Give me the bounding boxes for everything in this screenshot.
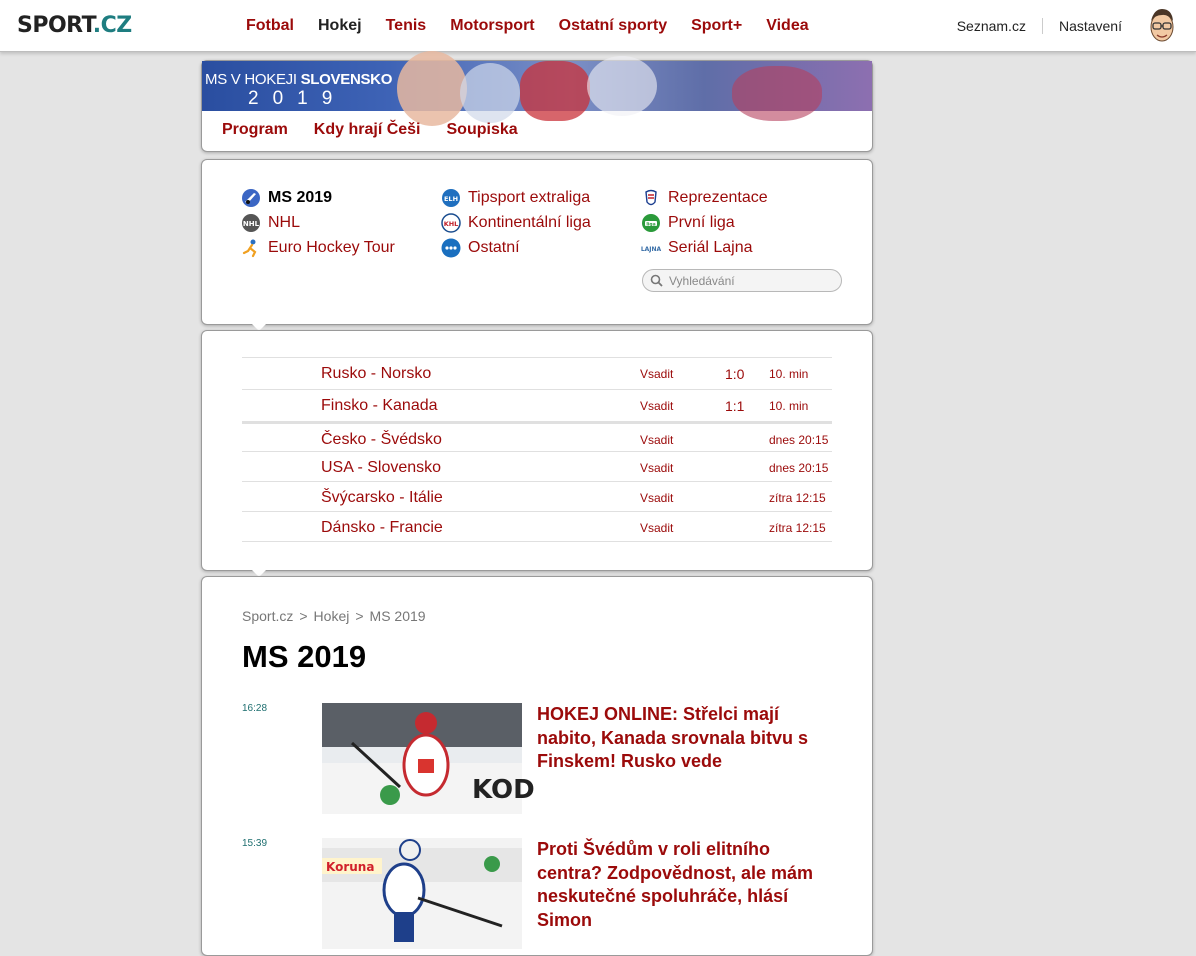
svg-text:KOD: KOD — [472, 775, 535, 805]
svg-text:KHL: KHL — [443, 220, 459, 228]
svg-text:Koruna: Koruna — [326, 860, 375, 874]
svg-text:liga: liga — [646, 222, 656, 228]
lajna-icon — [641, 238, 661, 258]
match-time: 10. min — [769, 399, 809, 413]
nav-fotbal[interactable]: Fotbal — [246, 17, 294, 34]
divider — [1042, 18, 1043, 34]
match-row[interactable] — [242, 481, 832, 511]
bet-link[interactable]: Vsadit — [640, 367, 674, 381]
match-teams[interactable]: USA - Slovensko — [321, 459, 442, 476]
match-row[interactable] — [242, 511, 832, 541]
seznam-link[interactable]: Seznam.cz — [956, 18, 1026, 34]
subnav-program[interactable]: Program — [222, 121, 288, 138]
match-row[interactable] — [242, 451, 832, 481]
banner-title: MS V HOKEJI SLOVENSKO — [205, 71, 393, 88]
nav-motorsport[interactable]: Motorsport — [450, 17, 535, 34]
category-prvni-liga[interactable]: liga První liga — [641, 213, 735, 233]
category-ms2019[interactable]: MS 2019 — [241, 188, 332, 208]
subnav-soupiska[interactable]: Soupiska — [446, 121, 518, 138]
bet-link[interactable]: Vsadit — [640, 433, 674, 447]
match-time: 10. min — [769, 367, 809, 381]
articles-card — [201, 576, 873, 956]
bet-link[interactable]: Vsadit — [640, 461, 674, 475]
main-nav — [246, 0, 833, 52]
bet-link[interactable]: Vsadit — [640, 491, 674, 505]
article-thumbnail[interactable] — [322, 838, 522, 949]
category-tipsport-extraliga[interactable]: ELH Tipsport extraliga — [441, 188, 590, 208]
category-nhl[interactable]: NHL NHL — [242, 214, 301, 231]
article-headline[interactable]: HOKEJ ONLINE: Střelci mají nabito, Kanada srovnala bitvu s Finskem! Rusko vede — [537, 704, 809, 771]
settings-link[interactable]: Nastavení — [1058, 18, 1122, 34]
nav-hokej[interactable]: Hokej — [318, 17, 362, 34]
breadcrumb-current: MS 2019 — [369, 608, 426, 624]
match-score: 1:1 — [725, 398, 745, 414]
breadcrumb-hokej[interactable]: Hokej — [313, 608, 350, 624]
tournament-banner[interactable] — [202, 61, 872, 111]
article-time: 16:28 — [242, 703, 268, 714]
tournament-subnav — [222, 121, 544, 139]
svg-text:ELH: ELH — [443, 195, 459, 203]
reprezentace-icon — [641, 188, 661, 208]
match-teams[interactable]: Dánsko - Francie — [321, 519, 443, 536]
svg-text:NHL: NHL — [242, 220, 260, 228]
category-ostatni[interactable]: Ostatní — [441, 238, 520, 258]
match-row[interactable] — [242, 389, 832, 421]
match-score: 1:0 — [725, 366, 745, 382]
article-item[interactable] — [242, 838, 842, 953]
subnav-kdy-hraji-cesi[interactable]: Kdy hrají Češi — [313, 121, 421, 138]
divider — [242, 541, 832, 542]
category-reprezentace[interactable]: Reprezentace — [641, 188, 768, 208]
bet-link[interactable]: Vsadit — [640, 521, 674, 535]
bet-link[interactable]: Vsadit — [640, 399, 674, 413]
matches-card — [201, 330, 873, 571]
category-serial-lajna[interactable]: LAJNA Seriál Lajna — [640, 239, 753, 256]
nhl-icon — [241, 213, 261, 233]
nav-tenis[interactable]: Tenis — [385, 17, 427, 34]
article-time: 15:39 — [242, 838, 268, 849]
banner-year: 2019 — [248, 88, 347, 109]
page-title: MS 2019 — [242, 639, 367, 674]
ms2019-icon — [241, 188, 261, 208]
breadcrumb-sport[interactable]: Sport.cz — [242, 608, 294, 624]
more-icon — [441, 238, 461, 258]
match-teams[interactable]: Rusko - Norsko — [321, 365, 432, 382]
search-input[interactable]: Vyhledávání — [669, 273, 735, 288]
breadcrumb: Sport.cz > Hokej > MS 2019 — [242, 608, 426, 624]
match-time: dnes 20:15 — [769, 433, 829, 447]
top-bar — [0, 0, 1196, 52]
article-headline[interactable]: Proti Švédům v roli elitního centra? Zodpovědnost, ale mám neskutečné spoluhráče, hlásí Simon — [537, 839, 814, 930]
user-nav — [957, 0, 1196, 52]
nav-sport-plus[interactable]: Sport+ — [691, 17, 743, 34]
avatar[interactable] — [1146, 5, 1178, 47]
nav-ostatni-sporty[interactable]: Ostatní sporty — [558, 17, 668, 34]
search-icon — [650, 274, 663, 287]
match-list — [242, 357, 832, 542]
match-time: dnes 20:15 — [769, 461, 829, 475]
category-euro-hockey-tour[interactable]: Euro Hockey Tour — [241, 238, 395, 258]
tournament-banner-card — [201, 60, 873, 152]
search-box[interactable] — [642, 269, 842, 292]
category-card — [201, 159, 873, 325]
category-kontinentalni-liga[interactable]: KHL Kontinentální liga — [441, 213, 591, 233]
match-time: zítra 12:15 — [769, 521, 826, 535]
match-row[interactable] — [242, 421, 832, 451]
khl-icon — [441, 213, 461, 233]
euro-hockey-tour-icon — [241, 238, 261, 258]
nav-videa[interactable]: Videa — [766, 17, 809, 34]
match-teams[interactable]: Finsko - Kanada — [321, 397, 438, 414]
site-logo[interactable]: SPORT.CZ — [17, 13, 132, 38]
match-teams[interactable]: Česko - Švédsko — [321, 431, 442, 448]
article-thumbnail[interactable] — [322, 703, 535, 814]
match-teams[interactable]: Švýcarsko - Itálie — [321, 489, 443, 506]
match-time: zítra 12:15 — [769, 491, 826, 505]
svg-text:LAJNA: LAJNA — [640, 246, 662, 253]
article-item[interactable] — [242, 703, 842, 818]
match-row[interactable] — [242, 357, 832, 389]
elh-icon — [441, 188, 461, 208]
prvni-liga-icon — [641, 213, 661, 233]
